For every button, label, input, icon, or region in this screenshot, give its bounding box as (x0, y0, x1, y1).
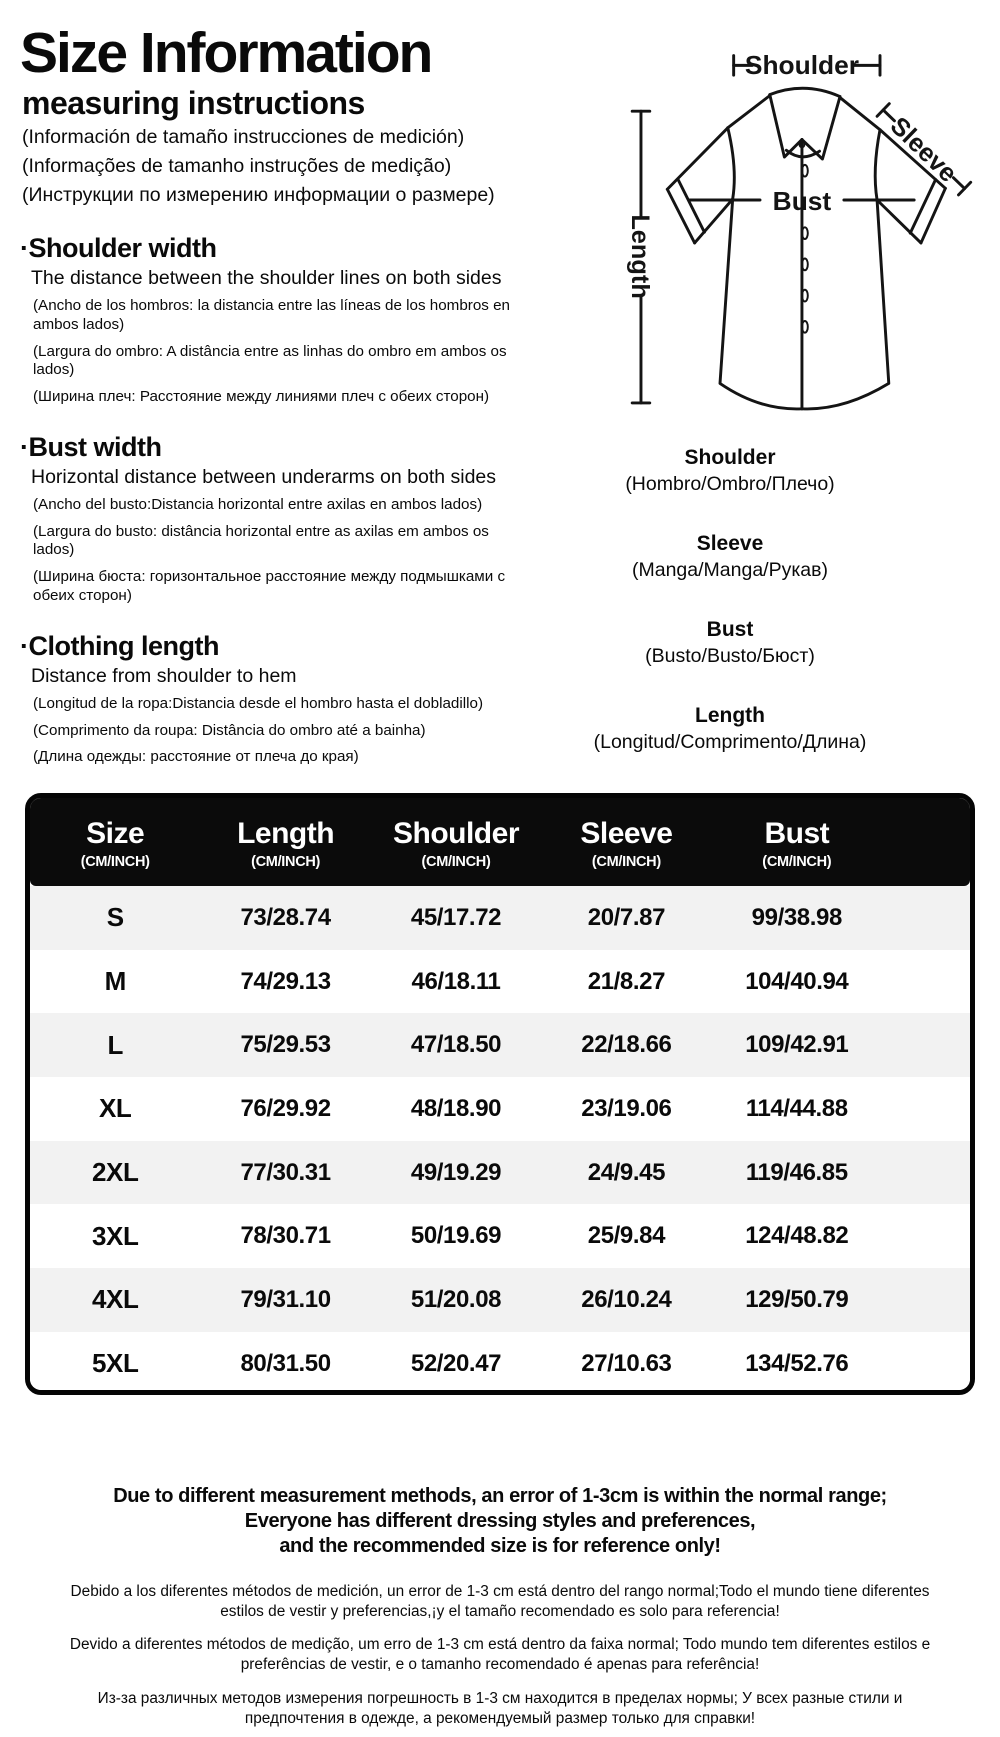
measurement-value: 119/46.85 (745, 1158, 848, 1186)
legend-term: Bust (706, 618, 754, 641)
column-header-shoulder (371, 817, 541, 870)
diagram-label-sleeve: Sleeve (884, 111, 962, 188)
measurement-value: 27/10.63 (581, 1349, 672, 1377)
column-unit-label: (CM/INCH) (251, 853, 321, 870)
measurement-value: 134/52.76 (745, 1349, 849, 1377)
measurement-value: 52/20.47 (410, 1349, 502, 1377)
column-header-label: Bust (764, 816, 830, 850)
table-row-5xl (30, 1332, 970, 1395)
disclaimer-line-2: Everyone has different dressing styles and preferences, (244, 1510, 756, 1532)
column-header-sleeve (541, 817, 711, 870)
measurement-value: 129/50.79 (745, 1285, 849, 1313)
measurement-value: 51/20.08 (410, 1285, 502, 1313)
column-unit-label: (CM/INCH) (421, 853, 491, 870)
column-unit-label: (CM/INCH) (80, 853, 150, 870)
table-row-xl (30, 1077, 970, 1141)
column-header-label: Size (86, 816, 145, 850)
measurement-value: 50/19.69 (410, 1222, 502, 1250)
column-header-bust (712, 817, 882, 870)
shirt-diagram (540, 40, 980, 440)
diagram-label-shoulder: Shoulder (744, 50, 859, 81)
column-header-size (30, 817, 200, 870)
section-translation-es: (Longitud de la ropa:Distancia desde el hombro hasta el dobladillo) (33, 695, 484, 713)
table-row-s (30, 886, 970, 950)
table-row-4xl (30, 1268, 970, 1332)
subtitle-translation-pt: (Informações de tamanho instruções de medição) (22, 154, 452, 177)
legend-translation: (Busto/Busto/Бюст) (645, 645, 815, 667)
column-header-label: Length (237, 816, 335, 850)
section-description: Horizontal distance between underarms on both sides (31, 465, 497, 488)
footer-disclaimer (0, 1484, 1000, 1728)
section-translation-ru: (Ширина бюста: горизонтальное расстояние между подмышками с обеих сторон) (33, 567, 506, 604)
legend-translation: (Hombro/Ombro/Плечо) (625, 473, 835, 495)
disclaimer-translation-es: Debido a los diferentes métodos de medición, un error de 1-3 cm está dentro del rango normal;Todo el mundo tiene diferentes estilos de vestir y preferencias,¡y el tamaño recomendado es solo para referencia! (70, 1583, 930, 1620)
measurement-value: 73/28.74 (240, 903, 331, 931)
page-subtitle: measuring instructions (22, 84, 365, 121)
section-title: ·Clothing length (20, 631, 219, 662)
page-title: Size Information (20, 21, 432, 85)
section-shoulder-width (20, 234, 532, 406)
section-translation-es: (Ancho del busto:Distancia horizontal entre axilas en ambos lados) (33, 496, 483, 514)
section-description: Distance from shoulder to hem (31, 664, 297, 687)
legend-translation: (Manga/Manga/Рукав) (632, 559, 828, 581)
section-translation-es: (Ancho de los hombros: la distancia entre las líneas de los hombros en ambos lados) (33, 297, 510, 334)
measurement-value: 22/18.66 (581, 1031, 672, 1059)
measurement-value: 124/48.82 (745, 1222, 849, 1250)
size-label: L (107, 1029, 123, 1060)
measurement-value: 21/8.27 (587, 967, 666, 995)
legend-term: Sleeve (696, 532, 764, 555)
column-unit-label: (CM/INCH) (762, 853, 832, 870)
table-row-m (30, 950, 970, 1014)
measurement-value: 104/40.94 (745, 967, 849, 995)
column-header-label: Shoulder (392, 816, 519, 850)
subtitle-translation-es: (Información de tamaño instrucciones de medición) (22, 126, 465, 149)
legend-translation: (Longitud/Comprimento/Длина) (593, 731, 867, 753)
section-translation-pt: (Largura do busto: distância horizontal entre as axilas em ambos os lados) (33, 522, 489, 559)
measurement-value: 26/10.24 (581, 1285, 672, 1313)
measurement-value: 78/30.71 (240, 1222, 331, 1250)
section-translation-ru: (Ширина плеч: Расстояние между линиями плеч с обеих сторон) (33, 387, 490, 405)
section-clothing-length (20, 632, 532, 767)
measurement-value: 48/18.90 (410, 1094, 502, 1122)
size-label: 3XL (91, 1220, 139, 1251)
measurement-value: 109/42.91 (745, 1031, 849, 1059)
measuring-instructions-column (20, 21, 532, 767)
measurement-value: 20/7.87 (587, 903, 666, 931)
table-row-2xl (30, 1141, 970, 1205)
size-label: 2XL (91, 1157, 139, 1188)
size-label: 4XL (91, 1284, 139, 1315)
measurement-value: 49/19.29 (410, 1158, 502, 1186)
column-header-length (200, 817, 370, 870)
legend-shoulder (540, 446, 920, 496)
diagram-legend (540, 446, 920, 754)
table-row-l (30, 1013, 970, 1077)
measurement-value: 47/18.50 (410, 1031, 502, 1059)
diagram-label-bust: Bust (772, 185, 832, 216)
legend-sleeve (540, 532, 920, 582)
size-label: S (106, 902, 124, 933)
measurement-value: 46/18.11 (411, 967, 501, 995)
size-label: XL (98, 1093, 132, 1124)
legend-bust (540, 618, 920, 668)
size-label: 5XL (91, 1348, 139, 1379)
measurement-value: 25/9.84 (587, 1222, 666, 1250)
disclaimer-line-3: and the recommended size is for reference only! (279, 1535, 721, 1557)
section-bust-width (20, 433, 532, 605)
measurement-value: 77/30.31 (240, 1158, 331, 1186)
measurement-value: 75/29.53 (240, 1031, 331, 1059)
measurement-value: 23/19.06 (581, 1094, 672, 1122)
measurement-value: 114/44.88 (745, 1094, 848, 1122)
legend-term: Shoulder (684, 446, 776, 469)
size-chart-table (25, 793, 975, 1395)
measurement-value: 99/38.98 (751, 903, 842, 931)
measurement-value: 24/9.45 (587, 1158, 666, 1186)
table-row-3xl (30, 1204, 970, 1268)
legend-term: Length (695, 704, 765, 727)
section-description: The distance between the shoulder lines on both sides (31, 267, 502, 290)
section-translation-pt: (Comprimento da roupa: Distância do ombro até a bainha) (33, 721, 426, 739)
legend-length (540, 704, 920, 754)
size-table-header (30, 798, 970, 886)
column-unit-label: (CM/INCH) (591, 853, 661, 870)
section-translation-pt: (Largura do ombro: A distância entre as linhas do ombro em ambos os lados) (33, 342, 507, 379)
disclaimer-translation-ru: Из-за различных методов измерения погрешность в 1-3 см находится в пределах нормы; У всех разные стили и предпочтения в одежде, а рекомендуемый размер только для справки! (97, 1689, 903, 1727)
size-table-body (30, 886, 970, 1395)
measurement-value: 79/31.10 (240, 1285, 331, 1313)
measurement-value: 74/29.13 (240, 967, 331, 995)
shirt-diagram-column (540, 40, 980, 790)
disclaimer-line-1: Due to different measurement methods, an error of 1-3cm is within the normal range; (113, 1485, 887, 1507)
disclaimer-translation-pt: Devido a diferentes métodos de medição, um erro de 1-3 cm está dentro da faixa normal; Todo mundo tem diferentes estilos e preferências de vestir, e o tamanho recomendado é apenas para referência! (69, 1636, 931, 1674)
section-title: ·Bust width (20, 432, 162, 463)
measurement-value: 76/29.92 (240, 1094, 331, 1122)
section-translation-ru: (Длина одежды: расстояние от плеча до края) (33, 748, 359, 766)
subtitle-translation-ru: (Инструкции по измерению информации о размере) (22, 183, 495, 206)
diagram-label-length: Length (626, 214, 655, 299)
measurement-value: 45/17.72 (410, 903, 502, 931)
section-title: ·Shoulder width (20, 233, 217, 264)
column-header-label: Sleeve (580, 816, 673, 850)
measurement-value: 80/31.50 (240, 1349, 331, 1377)
size-label: M (104, 966, 126, 997)
